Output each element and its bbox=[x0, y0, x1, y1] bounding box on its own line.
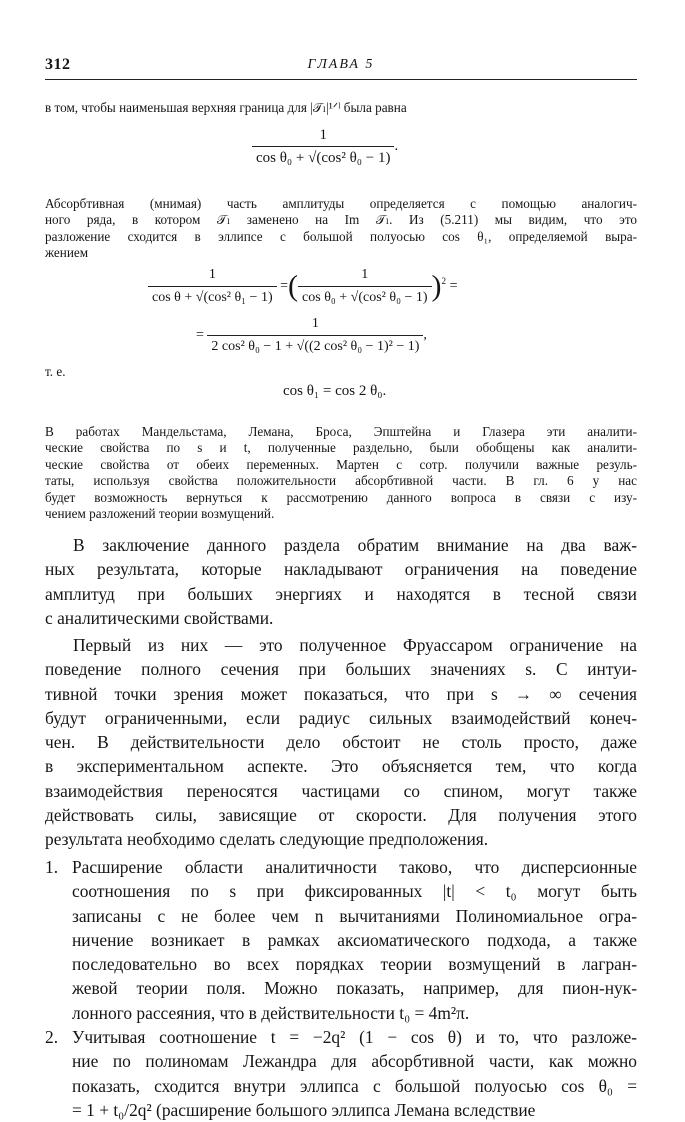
text-line: жением bbox=[45, 245, 89, 261]
list-item bbox=[45, 1025, 637, 1122]
text-line: амплитуд при больших энергиях и находятся в тесной связи bbox=[45, 583, 637, 604]
text-line: Первый из них — это полученное Фруассаром ограничение на bbox=[73, 635, 637, 655]
text-line: действовать силы, зависящие от скорости. Для получения этого bbox=[45, 805, 637, 826]
text-line: ничение возникает в рамках аксиоматического подхода, а также bbox=[72, 929, 637, 950]
text-line: с аналитическими свойствами. bbox=[45, 607, 274, 628]
assumptions-list bbox=[45, 855, 637, 1122]
text-line: в том, чтобы наименьшая верхняя граница для |𝒯ₗ|¹ᐟˡ была равна bbox=[45, 100, 407, 115]
left-paren: ( bbox=[288, 269, 299, 303]
equation-3: cos θ₁ = cos 2 θ₀. bbox=[283, 383, 387, 399]
equation-2-row-1 bbox=[148, 266, 457, 307]
text-line: записаны с не более чем n вычитаниями Полиномиальное огра- bbox=[72, 905, 637, 926]
equation-2-row-2 bbox=[196, 315, 427, 356]
text-line: таты, используя свойства положительности абсорбтивной части. В гл. 6 у нас bbox=[45, 473, 637, 489]
text-line: жевой теории поля. Можно показать, например, для пион-нук- bbox=[72, 978, 637, 999]
text-line: ческие свойства от обеих переменных. Мартен с сотр. получили важные резуль- bbox=[45, 456, 637, 472]
right-paren: ) bbox=[431, 269, 442, 303]
text-line: = 1 + t₀/2q² (расширение большого эллипса Лемана вследствие bbox=[72, 1099, 536, 1120]
equals-sign: = bbox=[196, 327, 204, 343]
exponent: 2 bbox=[441, 276, 447, 287]
fraction bbox=[298, 266, 432, 307]
text-line: ние по полиномам Лежандра для абсорбтивной части, как можно bbox=[72, 1051, 637, 1072]
paragraph-mandelstam bbox=[45, 424, 637, 522]
list-item-number: 2. bbox=[45, 1027, 59, 1048]
text-line: поведение полного сечения при больших значениях s. С интуи- bbox=[45, 659, 637, 680]
text-line: чением разложений теории возмущений. bbox=[45, 506, 275, 522]
fraction bbox=[207, 315, 423, 356]
equation-trail: . bbox=[394, 137, 399, 154]
fraction-numerator: 1 bbox=[319, 127, 327, 143]
chapter-title: ГЛАВА 5 bbox=[307, 57, 375, 72]
text-line: лонного рассеяния, что в действительности t₀ = 4m²π. bbox=[72, 1002, 470, 1023]
text-line: Абсорбтивная (мнимая) часть амплитуды определяется с помощью аналогич- bbox=[45, 196, 637, 211]
text-line: Расширение области аналитичности таково, что дисперсионные bbox=[72, 857, 637, 877]
equation-trail: , bbox=[423, 327, 427, 343]
text-line: взаимодействия переносятся частицами со спином, могут также bbox=[45, 780, 637, 801]
fraction bbox=[148, 266, 277, 307]
te-label: т. е. bbox=[45, 364, 66, 379]
list-item-number: 1. bbox=[45, 857, 59, 877]
equals-sign: = bbox=[280, 278, 289, 294]
text-line: будет возможность вернуться к рассмотрению данного вопроса в связи с изу- bbox=[45, 489, 637, 505]
paragraph-absorptive bbox=[45, 196, 637, 262]
fraction-numerator: 1 bbox=[361, 267, 369, 282]
paragraph-froissart bbox=[45, 633, 637, 852]
fraction-numerator: 1 bbox=[208, 267, 216, 282]
text-line: соотношения по s при фиксированных |t| < t₀ могут быть bbox=[72, 881, 637, 902]
text-line: ных результата, которые накладывают ограничения на поведение bbox=[45, 559, 637, 580]
list-item bbox=[45, 855, 637, 1025]
header-rule bbox=[45, 79, 637, 80]
text-line: ного ряда, в котором 𝒯ₗ заменено на Im 𝒯ₗ. Из (5.211) мы видим, что это bbox=[45, 212, 637, 228]
text-line: результата необходимо сделать следующие предположения. bbox=[45, 829, 489, 850]
text-line: будут ограниченными, если радиус сильных взаимодействий конеч- bbox=[45, 707, 637, 728]
text-line: показать, сходится внутри эллипса с большой полуосью cos θ₀ = bbox=[72, 1075, 637, 1096]
fraction-denominator: cos θ + √(cos² θ₁ − 1) bbox=[148, 286, 277, 307]
text-line: в экспериментальном аспекте. Это объясняется тем, что когда bbox=[45, 756, 637, 777]
text-line: последовательно во всех порядках теории возмущений в лагран- bbox=[72, 954, 637, 975]
text-line: В заключение данного раздела обратим внимание на два важ- bbox=[73, 535, 637, 555]
fraction-denominator: 2 cos² θ₀ − 1 + √((2 cos² θ₀ − 1)² − 1) bbox=[207, 335, 423, 356]
fraction bbox=[252, 126, 394, 167]
text-line: ческие свойства по s и t, полученные раздельно, были обобщены как аналити- bbox=[45, 440, 637, 456]
fraction-denominator: cos θ₀ + √(cos² θ₀ − 1) bbox=[298, 286, 432, 307]
fraction-denominator: cos θ₀ + √(cos² θ₀ − 1) bbox=[252, 146, 394, 167]
running-header bbox=[45, 56, 637, 80]
text-line: В работах Мандельстама, Лемана, Броса, Эпштейна и Глазера эти аналити- bbox=[45, 424, 637, 439]
equation-1 bbox=[252, 126, 398, 167]
te-label-block bbox=[45, 364, 637, 380]
text-line: разложение сходится в эллипсе с большой полуосью cos θ₁, определяемой выра- bbox=[45, 228, 637, 244]
fraction-numerator: 1 bbox=[311, 316, 319, 331]
text-line: чен. В действительности дело обстоит не столь просто, даже bbox=[45, 732, 637, 753]
text-line: Учитывая соотношение t = −2q² (1 − cos θ) и то, что разложе- bbox=[72, 1027, 637, 1048]
text-line: тивной точки зрения может показаться, что при s → ∞ сечения bbox=[45, 683, 637, 704]
paragraph-conclusion bbox=[45, 533, 637, 630]
page-number: 312 bbox=[45, 56, 71, 73]
equals-sign: = bbox=[449, 278, 458, 294]
intro-line bbox=[45, 100, 637, 116]
